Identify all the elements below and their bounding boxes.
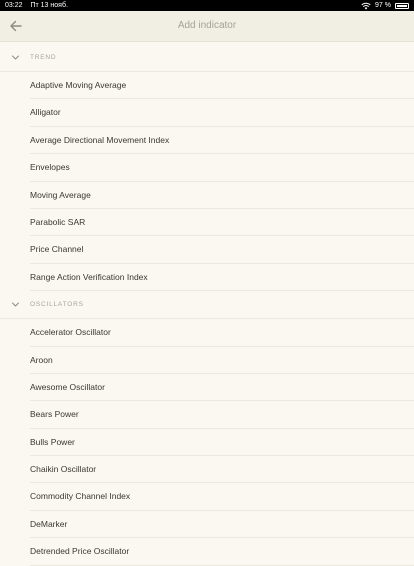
- list-item[interactable]: [30, 511, 414, 538]
- list-item-label: Awesome Oscillator: [30, 381, 105, 392]
- chevron-down-icon: [11, 300, 20, 309]
- list-item-label: Bears Power: [30, 409, 79, 420]
- list-item-label: Moving Average: [30, 189, 91, 200]
- list-item[interactable]: [30, 347, 414, 374]
- list-item-label: Chaikin Oscillator: [30, 464, 97, 475]
- battery-percent: 97 %: [375, 2, 391, 9]
- list-item[interactable]: [30, 264, 414, 291]
- list-item-label: Range Action Verification Index: [30, 271, 148, 282]
- list-item[interactable]: [30, 374, 414, 401]
- list-item[interactable]: [30, 209, 414, 236]
- list-item-label: Detrended Price Oscillator: [30, 546, 130, 557]
- section-label: OSCILLATORS: [30, 301, 84, 309]
- list-item[interactable]: [30, 72, 414, 99]
- list-item[interactable]: [30, 182, 414, 209]
- section-header-oscillators[interactable]: [0, 291, 414, 319]
- page-title: Add indicator: [177, 20, 237, 31]
- chevron-down-icon: [11, 53, 20, 62]
- list-item-label: Envelopes: [30, 162, 70, 173]
- list-item[interactable]: [30, 483, 414, 510]
- list-item-label: Alligator: [30, 107, 61, 118]
- wifi-icon: [361, 2, 371, 10]
- list-item[interactable]: [30, 401, 414, 428]
- top-bar: [0, 11, 414, 42]
- list-item-label: Commodity Channel Index: [30, 491, 131, 502]
- list-item[interactable]: [30, 127, 414, 154]
- status-date: Пт 13 нояб.: [30, 2, 68, 9]
- section-header-trend[interactable]: [0, 44, 414, 72]
- list-item[interactable]: [30, 236, 414, 263]
- list-item[interactable]: [30, 99, 414, 126]
- list-item-label: Average Directional Movement Index: [30, 134, 170, 145]
- list-item-label: Aroon: [30, 354, 53, 365]
- indicator-list: [0, 44, 414, 566]
- list-item-label: Price Channel: [30, 244, 84, 255]
- battery-icon: [395, 3, 409, 9]
- list-item-label: Adaptive Moving Average: [30, 80, 127, 90]
- status-bar: [0, 0, 414, 11]
- list-item-label: DeMarker: [30, 518, 68, 529]
- section-label: TREND: [30, 54, 57, 61]
- list-item-label: Parabolic SAR: [30, 216, 86, 227]
- list-item[interactable]: [30, 154, 414, 181]
- list-item[interactable]: [30, 456, 414, 483]
- list-item[interactable]: [30, 319, 414, 346]
- list-item[interactable]: [30, 429, 414, 456]
- status-time: 03:22: [5, 2, 23, 9]
- list-item-label: Accelerator Oscillator: [30, 327, 111, 338]
- list-item-label: Bulls Power: [30, 436, 75, 447]
